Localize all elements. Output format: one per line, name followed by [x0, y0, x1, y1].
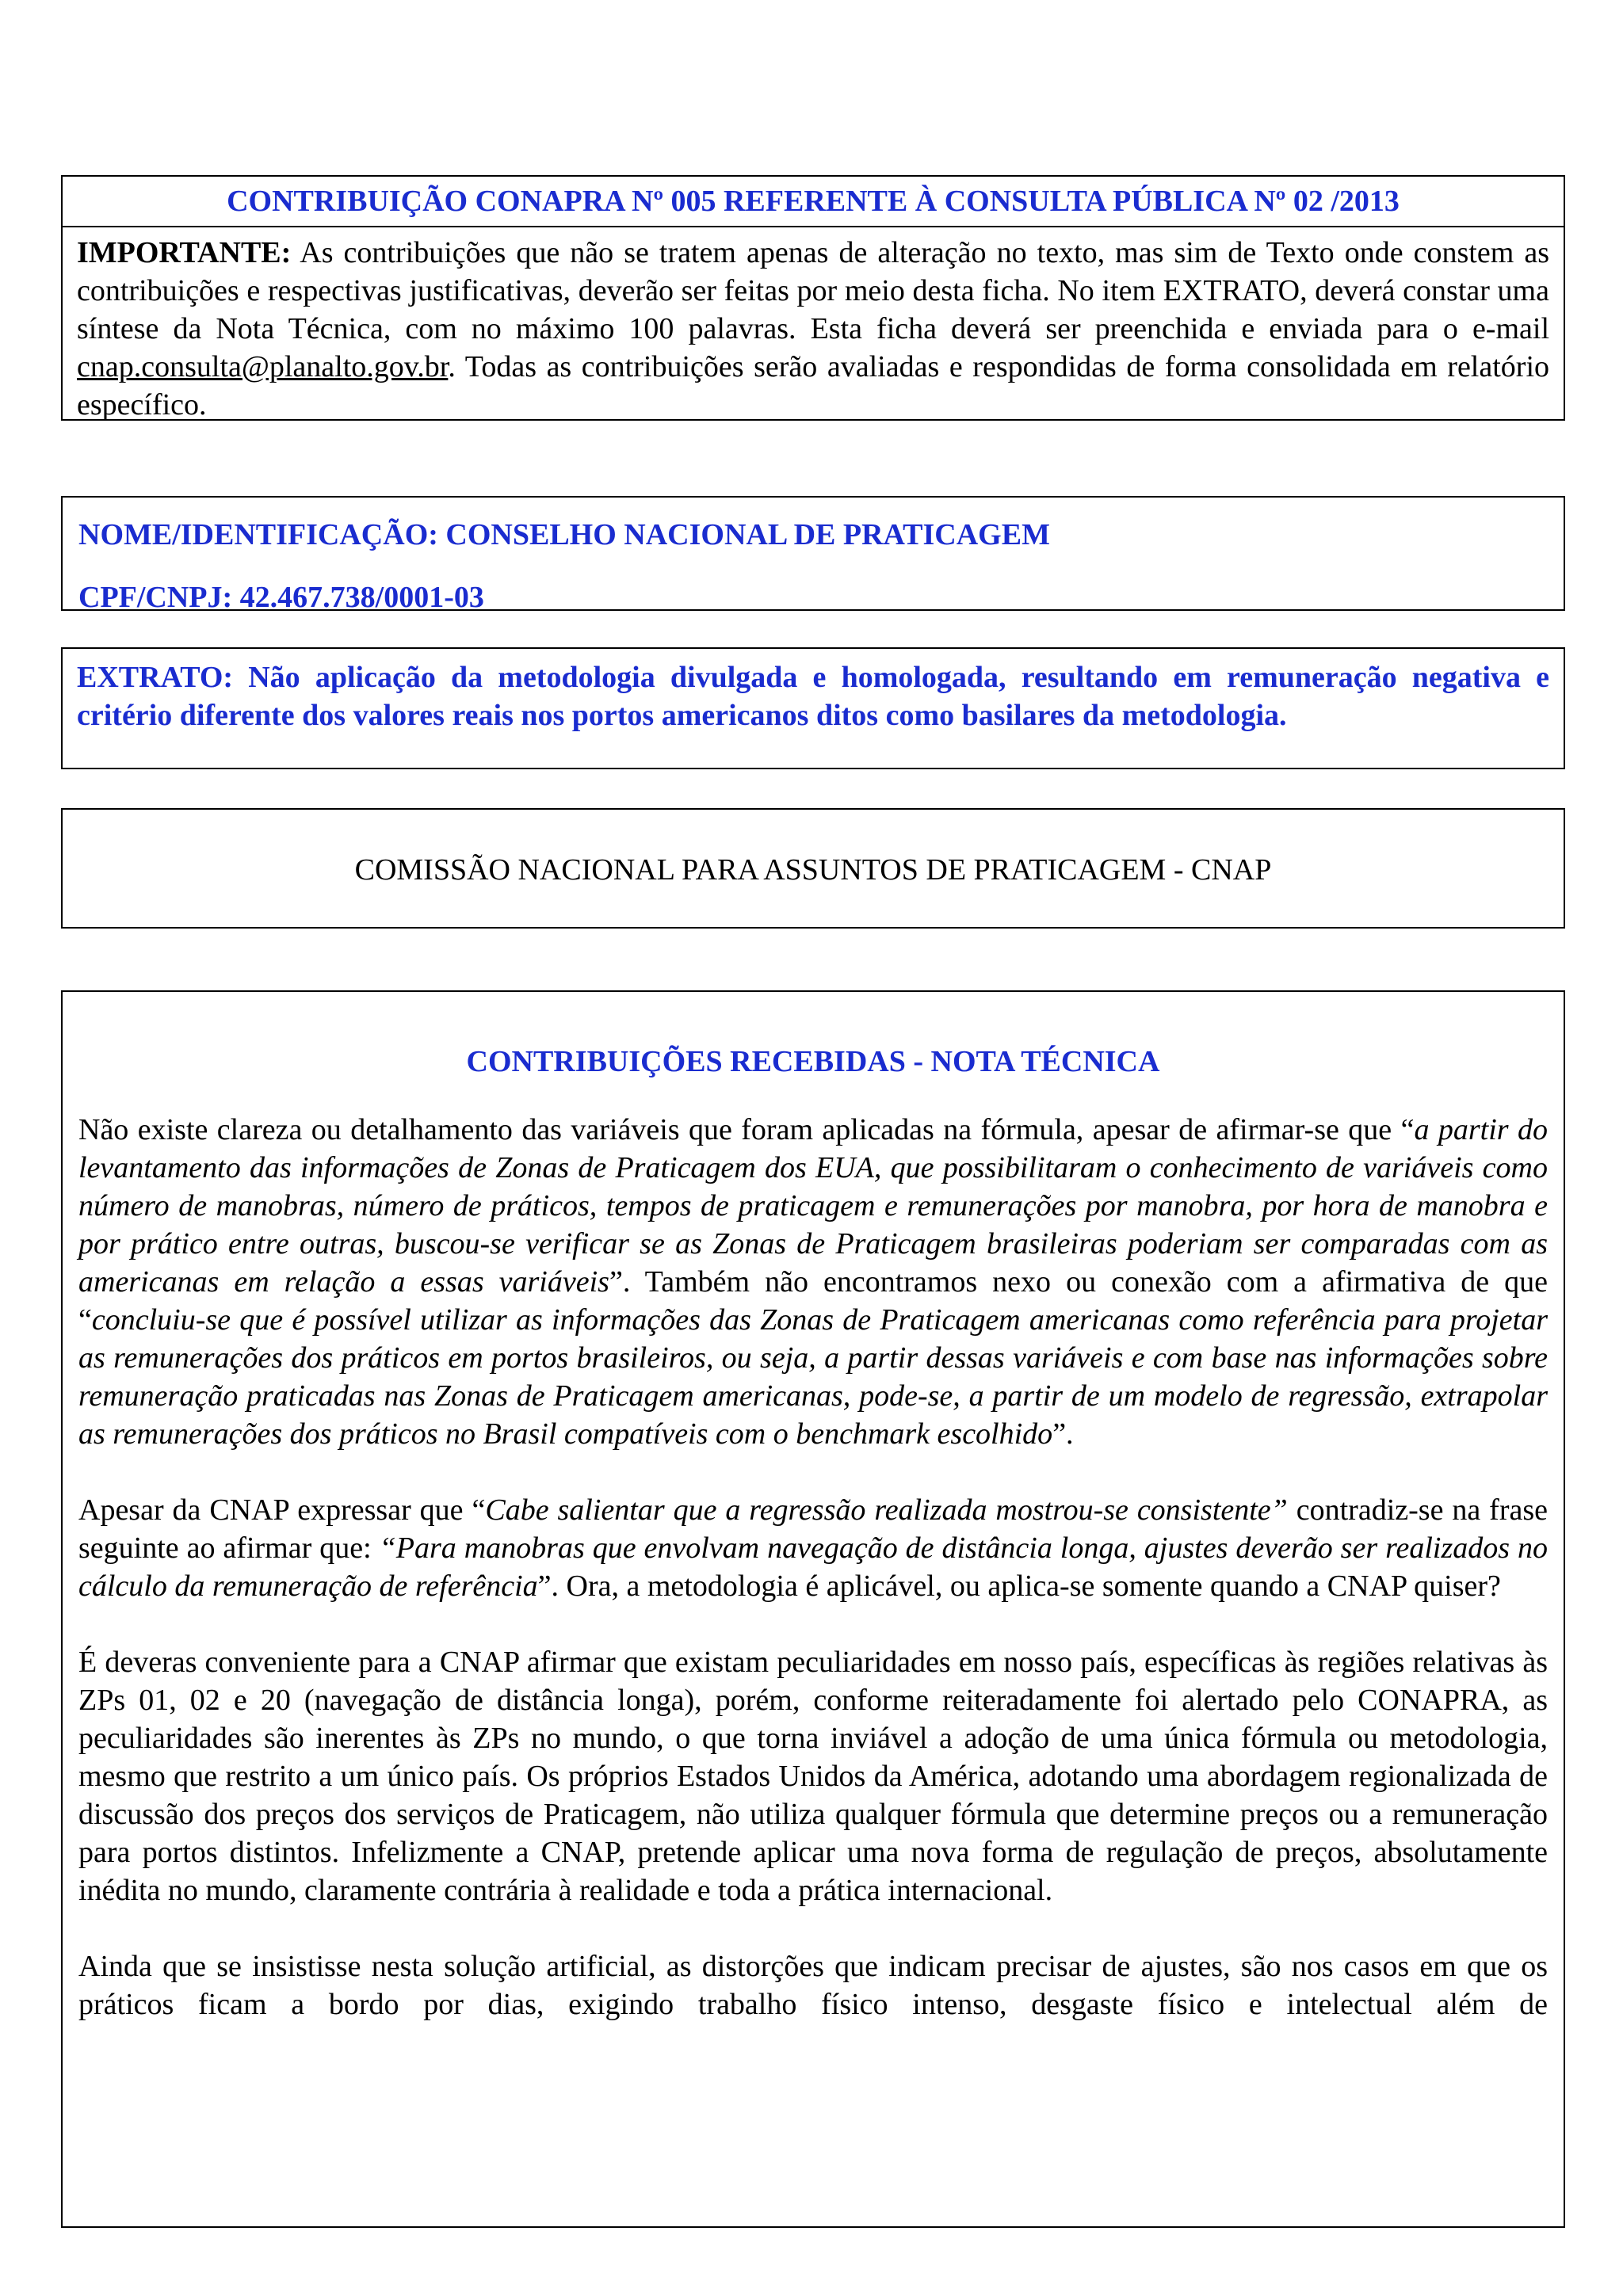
- p2-e: ”. Ora, a metodologia é aplicável, ou aplica-se somente quando a CNAP quiser?: [537, 1569, 1501, 1603]
- extrato-text: EXTRATO: Não aplicação da metodologia divulgada e homologada, resultando em remuneração negativa e critério diferente dos valores reais nos portos americanos ditos como basilares da metodologia.: [77, 661, 1549, 732]
- contribuicoes-title: CONTRIBUIÇÕES RECEBIDAS - NOTA TÉCNICA: [466, 1045, 1160, 1078]
- contribuicoes-box: [61, 990, 1565, 2228]
- document-title: CONTRIBUIÇÃO CONAPRA Nº 005 REFERENTE À CONSULTA PÚBLICA Nº 02 /2013: [63, 177, 1564, 227]
- comissao-box: [61, 808, 1565, 929]
- paragraph-3: É deveras conveniente para a CNAP afirmar que existam peculiaridades em nosso país, específicas às regiões relativas às ZPs 01, 02 e 20 (navegação de distância longa), porém, conforme reiteradamente foi alertado pelo CONAPRA, as peculiaridades são inerentes às ZPs no mundo, o que torna inviável a adoção de uma única fórmula ou metodologia, mesmo que restrito a um único país. Os próprios Estados Unidos da América, adotando uma abordagem regionalizada de discussão dos preços dos serviços de Praticagem, não utiliza qualquer fórmula que determine preços ou a remuneração para portos distintos. Infelizmente a CNAP, pretende aplicar uma nova forma de regulação de preços, absolutamente inédita no mundo, claramente contrária à realidade e toda a prática internacional.: [78, 1646, 1548, 1907]
- header-box: [61, 175, 1565, 421]
- p2-a: Apesar da CNAP expressar que “: [78, 1493, 486, 1527]
- p2-b-quote: Cabe salientar que a regressão realizada mostrou-se consistente”: [485, 1493, 1288, 1527]
- p1-c: ”. Também não encontramos nexo ou conexão com a afirmativa de que “: [78, 1265, 1548, 1337]
- cpf-cnpj: CPF/CNPJ: 42.467.738/0001-03: [78, 581, 484, 614]
- p1-e: ”.: [1052, 1417, 1074, 1451]
- comissao-text: COMISSÃO NACIONAL PARA ASSUNTOS DE PRATICAGEM - CNAP: [354, 853, 1272, 887]
- identificacao-box: [61, 496, 1565, 614]
- email-link[interactable]: cnap.consulta@planalto.gov.br: [77, 350, 449, 383]
- importante-text-2: . Todas as contribuições serão avaliadas e respondidas de forma consolidada em relatório específico.: [77, 350, 1549, 421]
- paragraph-4: Ainda que se insistisse nesta solução artificial, as distorções que indicam precisar de ajustes, são nos casos em que os práticos ficam a bordo por dias, exigindo trabalho físico intenso, desgaste físico e intelectual além de: [78, 1950, 1548, 2021]
- p2-d-quote: “Para manobras que envolvam navegação de distância longa, ajustes deverão ser realizados no cálculo da remuneração de referência: [78, 1531, 1548, 1603]
- importante-text-1: As contribuições que não se tratem apenas de alteração no texto, mas sim de Texto onde constem as contribuições e respectivas justificativas, deverão ser feitas por meio desta ficha. No item EXTRATO, deverá constar uma síntese da Nota Técnica, com no máximo 100 palavras. Esta ficha deverá ser preenchida e enviada para o e-mail: [77, 236, 1549, 345]
- p1-d-quote: concluiu-se que é possível utilizar as informações das Zonas de Praticagem americanas como referência para projetar as remunerações dos práticos em portos brasileiros, ou seja, a partir dessas variáveis e com base nas informações sobre remuneração praticadas nas Zonas de Praticagem americanas, pode-se, a partir de um modelo de regressão, extrapolar as remunerações dos práticos no Brasil compatíveis com o benchmark escolhido: [78, 1303, 1548, 1451]
- nome-identificacao: NOME/IDENTIFICAÇÃO: CONSELHO NACIONAL DE PRATICAGEM: [78, 518, 1050, 551]
- importante-notice: [63, 227, 1564, 424]
- importante-label: IMPORTANTE:: [77, 236, 292, 269]
- paragraph-2: [78, 1491, 1548, 1605]
- extrato-box: [61, 647, 1565, 769]
- p1-b-quote: a partir do levantamento das informações de Zonas de Praticagem dos EUA, que possibilitaram o conhecimento de variáveis como número de manobras, número de práticos, tempos de praticagem e remunerações por manobra, por hora de manobra e por prático entre outras, buscou-se verificar se as Zonas de Praticagem brasileiras poderiam ser comparadas com as americanas em relação a essas variáveis: [78, 1113, 1548, 1299]
- paragraph-1: [78, 1111, 1548, 1453]
- p1-a: Não existe clareza ou detalhamento das variáveis que foram aplicadas na fórmula, apesar de afirmar-se que “: [78, 1113, 1415, 1146]
- p2-c: contradiz-se na frase seguinte ao afirmar que:: [78, 1493, 1549, 1565]
